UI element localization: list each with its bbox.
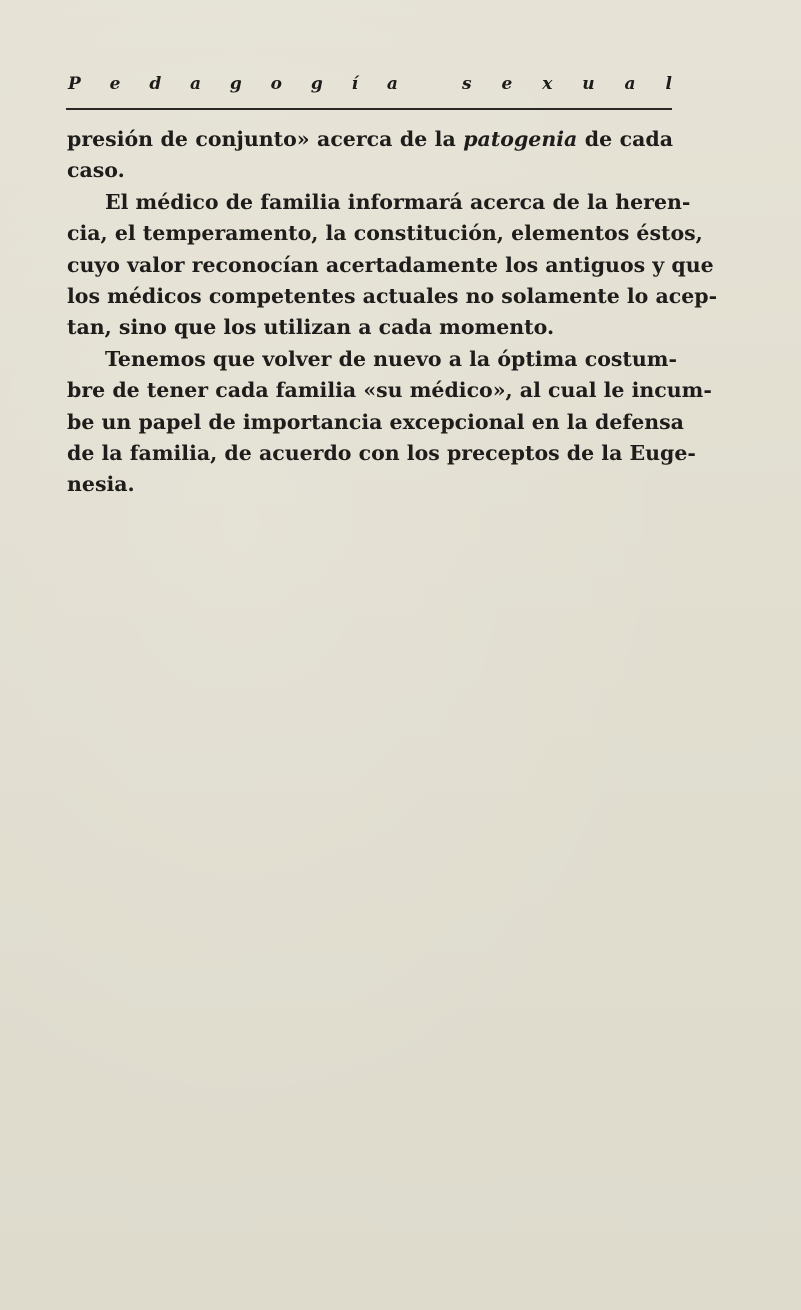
header-rule bbox=[66, 108, 672, 110]
text-line: Tenemos que volver de nuevo a la óptima costum- bbox=[105, 346, 677, 371]
text-line: bre de tener cada familia «su médico», al cual le incum- bbox=[67, 378, 712, 403]
text-line: El médico de familia informará acerca de la heren- bbox=[105, 189, 691, 214]
running-head-letter: a bbox=[386, 74, 398, 94]
running-head-letter: í bbox=[351, 74, 359, 94]
text-line bbox=[67, 124, 673, 155]
text-line: nesia. bbox=[67, 472, 135, 497]
italic-term: patogenia bbox=[463, 127, 578, 151]
text-segment: presión de conjunto» acerca de la bbox=[67, 127, 464, 151]
text-line: los médicos competentes actuales no solamente lo acep- bbox=[67, 283, 718, 308]
running-head-letter: x bbox=[542, 74, 553, 94]
text-line: tan, sino que los utilizan a cada momento. bbox=[67, 315, 555, 340]
running-head-letter: g bbox=[310, 74, 323, 94]
text-line: be un papel de importancia excepcional en la defensa bbox=[67, 409, 684, 434]
text-line: caso. bbox=[67, 158, 125, 183]
text-line: cuyo valor reconocían acertadamente los antiguos y que bbox=[67, 252, 714, 277]
running-head-letter: u bbox=[582, 74, 595, 94]
running-head-letter: a bbox=[624, 74, 636, 94]
running-head-letter: e bbox=[109, 74, 121, 94]
running-head-letter: a bbox=[190, 74, 202, 94]
body-text bbox=[67, 124, 718, 501]
running-head-word-sexual bbox=[462, 74, 672, 94]
running-head-letter: P bbox=[68, 74, 81, 94]
running-head bbox=[68, 74, 672, 104]
running-head-letter: g bbox=[229, 74, 242, 94]
running-head-word-pedagogia bbox=[68, 74, 398, 94]
running-head-letter: d bbox=[149, 74, 162, 94]
running-head-letter: o bbox=[270, 74, 282, 94]
text-line: cia, el temperamento, la constitución, elementos éstos, bbox=[67, 221, 703, 246]
text-segment: de cada bbox=[577, 127, 673, 151]
running-head-letter: l bbox=[665, 74, 672, 94]
running-head-letter: s bbox=[462, 74, 472, 94]
running-head-letter: e bbox=[501, 74, 513, 94]
text-line: de la familia, de acuerdo con los preceptos de la Euge- bbox=[67, 440, 696, 465]
